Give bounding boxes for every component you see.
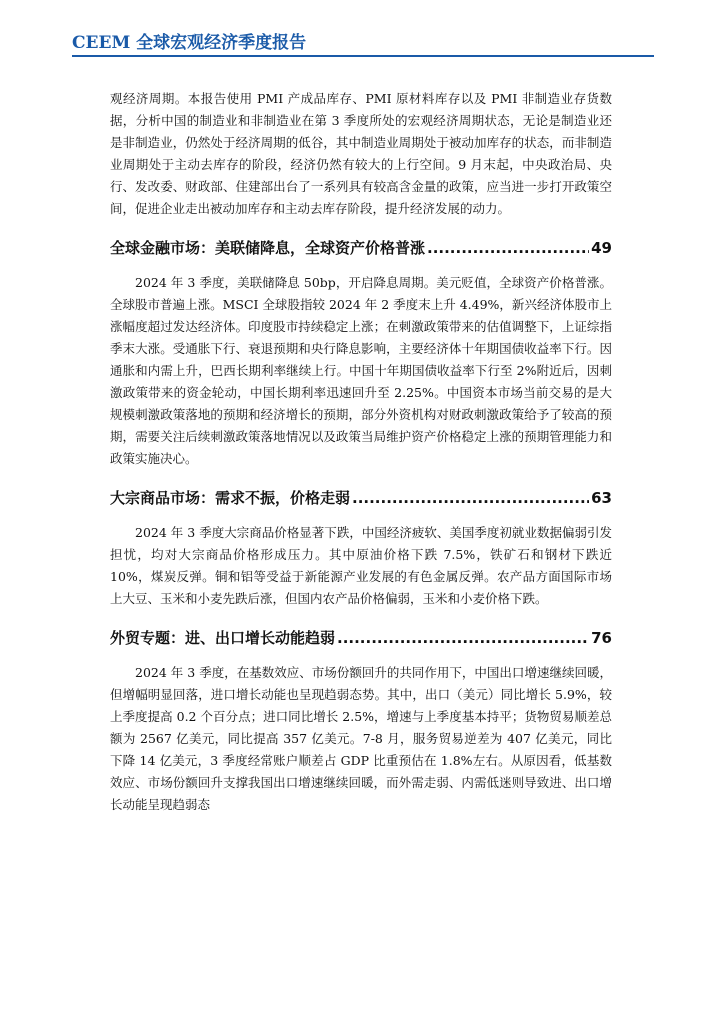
section-title: 外贸专题：进、出口增长动能趋弱 bbox=[110, 629, 336, 647]
page-number: 49 bbox=[591, 239, 612, 257]
leader-dots bbox=[427, 239, 589, 257]
header-divider bbox=[72, 55, 654, 57]
intro-paragraph: 观经济周期。本报告使用 PMI 产成品库存、PMI 原材料库存以及 PMI 非制造业存货数据，分析中国的制造业和非制造业在第 3 季度所处的宏观经济周期状态，无论是制造业还是非制造业，仍然处于经济周期的低谷，其中制造业周期处于被动加库存的状态，而非制造业周期处于主动去库存的阶段，经济仍然有较大的上行空间。9 月末起，中央政治局、央行、发改委、财政部、住建部出台了一系列具有较高含金量的政策，应当进一步打开政策空间，促进企业走出被动加库存和主动去库存阶段，提升经济发展的动力。 bbox=[110, 91, 612, 216]
toc-entry-foreign-trade[interactable] bbox=[110, 627, 612, 648]
toc-entry-financial-markets[interactable] bbox=[110, 237, 612, 258]
leader-dots bbox=[352, 489, 589, 507]
section-summary: 2024 年 3 季度大宗商品价格显著下跌，中国经济疲软、美国季度初就业数据偏弱引发担忧，均对大宗商品价格形成压力。其中原油价格下跌 7.5%，铁矿石和钢材下跌近 10%，煤炭反弹。铜和铝等受益于新能源产业发展的有色金属反弹。农产品方面国际市场上大豆、玉米和小麦先跌后涨，但国内农产品价格偏弱，玉米和小麦价格下跌。 bbox=[110, 525, 612, 606]
page-content bbox=[110, 88, 612, 816]
toc-entry-commodities[interactable] bbox=[110, 487, 612, 508]
page-number: 76 bbox=[591, 629, 612, 647]
section-title: 大宗商品市场：需求不振，价格走弱 bbox=[110, 489, 351, 507]
page-number: 63 bbox=[591, 489, 612, 507]
section-title: 全球金融市场：美联储降息，全球资产价格普涨 bbox=[110, 239, 426, 257]
section-summary: 2024 年 3 季度，在基数效应、市场份额回升的共同作用下，中国出口增速继续回暖，但增幅明显回落，进口增长动能也呈现趋弱态势。其中，出口（美元）同比增长 5.9%，较上季度提高 0.2 个百分点；进口同比增长 2.5%，增速与上季度基本持平；货物贸易顺差总额为 2567 亿美元，同比提高 357 亿美元。7-8 月，服务贸易逆差为 407 亿美元，同比下降 14 亿美元，3 季度经常账户顺差占 GDP 比重预估在 1.8%左右。从原因看，低基数效应、市场份额回升支撑我国出口增速继续回暖，而外需走弱、内需低迷则导致进、出口增长动能呈现趋弱态 bbox=[110, 665, 612, 812]
section-summary: 2024 年 3 季度，美联储降息 50bp，开启降息周期。美元贬值，全球资产价格普涨。全球股市普遍上涨。MSCI 全球股指较 2024 年 2 季度末上升 4.49%，新兴经济体股市上涨幅度超过发达经济体。印度股市持续稳定上涨；在刺激政策带来的估值调整下，上证综指季末大涨。受通胀下行、衰退预期和央行降息影响，主要经济体十年期国债收益率下行。因通胀和内需上升，巴西长期利率继续上行。中国十年期国债收益率下行至 2%附近后，因刺激政策带来的资金轮动，中国长期利率迅速回升至 2.25%。中国资本市场当前交易的是大规模刺激政策落地的预期和经济增长的预期，部分外资机构对财政刺激政策给予了较高的预期，需要关注后续刺激政策落地情况以及政策当局维护资产价格稳定上涨的预期管理能力和政策实施决心。 bbox=[110, 275, 612, 466]
report-header-title: CEEM 全球宏观经济季度报告 bbox=[72, 33, 307, 53]
leader-dots bbox=[337, 629, 589, 647]
